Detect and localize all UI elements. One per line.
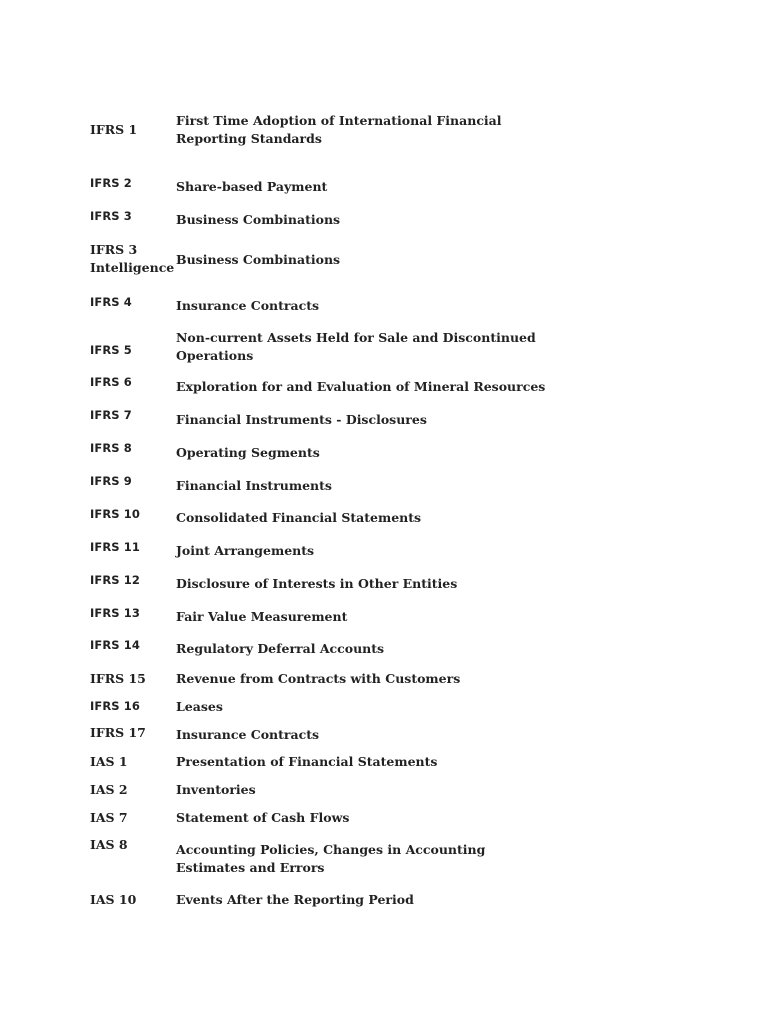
standard-code: IFRS 13	[90, 606, 140, 620]
standard-code: IAS 2	[90, 782, 128, 797]
standard-code: IFRS 16	[90, 699, 140, 713]
standard-title: Insurance Contracts	[176, 298, 320, 313]
standard-code: IAS 10	[90, 892, 137, 907]
standard-code: IAS 7	[90, 810, 128, 825]
standard-title: Consolidated Financial Statements	[176, 510, 422, 525]
standard-title: Revenue from Contracts with Customers	[176, 671, 461, 686]
standard-title: Events After the Reporting Period	[176, 892, 414, 907]
standard-code: IFRS 15	[90, 671, 146, 686]
standard-title: Operating Segments	[176, 445, 320, 460]
standard-title: Fair Value Measurement	[176, 609, 348, 624]
standard-title: Leases	[176, 699, 223, 714]
standard-code: IFRS 9	[90, 474, 132, 488]
standard-code: IFRS 6	[90, 375, 132, 389]
standard-title: Business Combinations	[176, 252, 341, 267]
standard-code: IFRS 14	[90, 638, 140, 652]
standard-title: Inventories	[176, 782, 256, 797]
standard-title: Disclosure of Interests in Other Entities	[176, 576, 458, 591]
standard-title: Statement of Cash Flows	[176, 810, 350, 825]
standard-code: IFRS 2	[90, 176, 132, 190]
standard-code: IAS 1	[90, 754, 128, 769]
standard-code: IFRS 12	[90, 573, 140, 587]
standard-title: Financial Instruments - Disclosures	[176, 412, 427, 427]
standard-code: IAS 8	[90, 837, 128, 852]
standard-title: Business Combinations	[176, 212, 341, 227]
standard-title: Insurance Contracts	[176, 727, 320, 742]
standard-code: IFRS 7	[90, 408, 132, 422]
standard-title: Joint Arrangements	[176, 543, 315, 558]
standard-code: IFRS 3 Intelligence	[90, 242, 175, 275]
standard-code: IFRS 5	[90, 343, 132, 357]
standard-title: Regulatory Deferral Accounts	[176, 641, 385, 656]
standard-code: IFRS 10	[90, 507, 140, 521]
standard-title: Accounting Policies, Changes in Accounting Estimates and Errors	[176, 842, 486, 875]
standard-code: IFRS 11	[90, 540, 140, 554]
standard-code: IFRS 4	[90, 295, 132, 309]
standard-title: Financial Instruments	[176, 478, 332, 493]
standard-title: Non-current Assets Held for Sale and Discontinued Operations	[176, 330, 536, 363]
standard-title: Presentation of Financial Statements	[176, 754, 438, 769]
standard-code: IFRS 8	[90, 441, 132, 455]
standard-code: IFRS 17	[90, 725, 146, 740]
standard-title: Exploration for and Evaluation of Mineral Resources	[176, 379, 546, 394]
standard-code: IFRS 1	[90, 122, 138, 137]
standard-title: First Time Adoption of International Financial Reporting Standards	[176, 113, 502, 146]
standard-code: IFRS 3	[90, 209, 132, 223]
standard-title: Share-based Payment	[176, 179, 328, 194]
